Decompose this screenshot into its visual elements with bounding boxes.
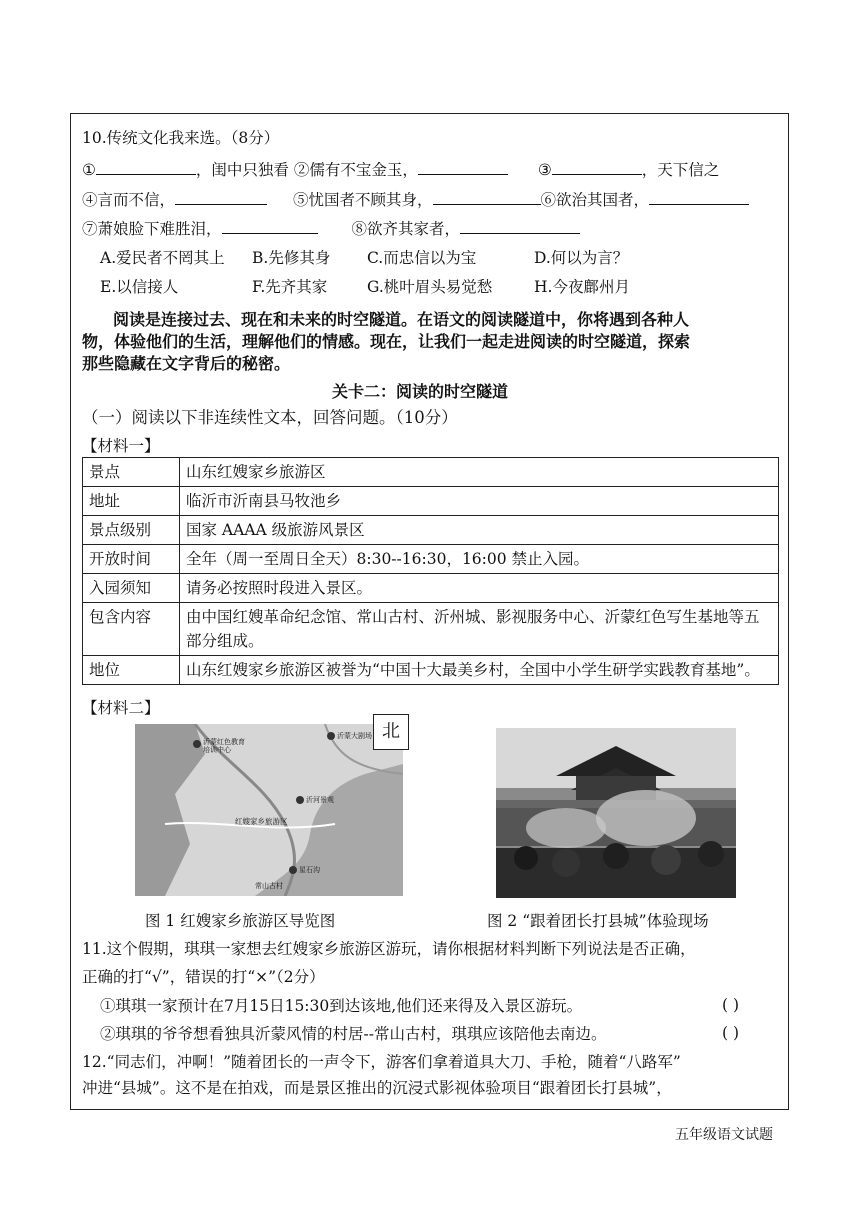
q10-row3 <box>82 219 580 239</box>
row-value: 山东红嫂家乡旅游区 <box>180 458 779 487</box>
material1-label: 【材料一】 <box>82 437 160 455</box>
map-graphic <box>135 724 403 896</box>
section-title: 关卡二：阅读的时空隧道 <box>332 382 509 401</box>
q11-line-2: 正确的打“√”，错误的打“×”（2分） <box>82 968 325 986</box>
table-row <box>83 516 779 545</box>
map-label-text: 培训中心 <box>203 746 231 754</box>
intro-line-3: 那些隐藏在文字背后的秘密。 <box>82 354 291 373</box>
row-value: 临沂市沂南县马牧池乡 <box>180 487 779 516</box>
material2-label: 【材料二】 <box>82 699 160 717</box>
q11-answer-2[interactable]: ( ) <box>722 1024 740 1042</box>
q10-row1-tail: ，天下信之 <box>641 161 720 179</box>
answer-blank-1[interactable] <box>96 160 196 175</box>
q12-line-1: 12.“同志们，冲啊！”随着团长的一声令下，游客们拿着道具大刀、手枪，随着“八路军” <box>82 1053 681 1071</box>
q10-row3-b: ⑧欲齐其家者， <box>351 220 461 238</box>
answer-blank-4[interactable] <box>175 190 267 205</box>
row-value: 山东红嫂家乡旅游区被誉为“中国十大最美乡村，全国中小学生研学实践教育基地”。 <box>180 656 779 685</box>
q10-options-row2 <box>100 277 630 297</box>
q10-row1 <box>82 160 719 180</box>
row-key: 地址 <box>83 487 180 516</box>
q10-options-row1 <box>100 248 628 268</box>
q10-row1-num: ① <box>82 161 96 179</box>
table-row <box>83 603 779 656</box>
intro-line-2: 物，体验他们的生活，理解他们的情感。现在，让我们一起走进阅读的时空隧道，探索 <box>82 332 691 351</box>
row-value: 全年（周一至周日全天）8:30--16:30，16:00 禁止入园。 <box>180 545 779 574</box>
map-label-training-center <box>203 738 245 754</box>
option-a: A.爱民者不罔其上 <box>100 249 225 267</box>
material1-table <box>82 457 779 685</box>
row-key: 开放时间 <box>83 545 180 574</box>
row-value: 请务必按照时段进入景区。 <box>180 574 779 603</box>
map-label-theater: 沂蒙大剧场 <box>337 732 372 740</box>
q11-item-1: ①琪琪一家预计在7月15日15:30到达该地,他们还来得及入景区游玩。 <box>100 997 583 1015</box>
row-key: 包含内容 <box>83 603 180 656</box>
table-row <box>83 487 779 516</box>
option-c: C.而忠信以为宝 <box>367 249 477 267</box>
figure1-caption: 图 1 红嫂家乡旅游区导览图 <box>145 912 336 930</box>
table-row <box>83 656 779 685</box>
photo-graphic <box>496 728 736 898</box>
q10-row2-a: ④言而不信， <box>82 191 176 209</box>
option-e: E.以信接人 <box>100 278 179 296</box>
answer-blank-3[interactable] <box>552 160 642 175</box>
answer-blank-7[interactable] <box>222 219 318 234</box>
row-value: 由中国红嫂革命纪念馆、常山古村、沂州城、影视服务中心、沂蒙红色写生基地等五部分组成。 <box>180 603 779 656</box>
q10-title: 10.传统文化我来选。（8分） <box>82 129 280 147</box>
q11-line-1: 11.这个假期，琪琪一家想去红嫂家乡旅游区游玩，请你根据材料判断下列说法是否正确， <box>82 940 696 958</box>
q10-row1-text: ，闺中只独看 ②儒有不宝金玉， <box>195 161 418 179</box>
answer-blank-8[interactable] <box>460 219 580 234</box>
row-key: 入园须知 <box>83 574 180 603</box>
map-label-tourism-area: 红嫂家乡旅游区 <box>235 817 288 826</box>
answer-blank-6[interactable] <box>649 190 749 205</box>
table-row <box>83 574 779 603</box>
photo-experience-scene <box>496 728 736 898</box>
answer-blank-2[interactable] <box>418 160 508 175</box>
table-row <box>83 545 779 574</box>
option-f: F.先齐其家 <box>252 278 328 296</box>
figure2-caption: 图 2 “跟着团长打县城”体验现场 <box>487 912 709 930</box>
row-key: 景点级别 <box>83 516 180 545</box>
q10-row2-b: ⑤忧国者不顾其身， <box>293 191 433 209</box>
q10-row2 <box>82 190 749 210</box>
page-footer: 五年级语文试题 <box>675 1127 773 1143</box>
map-label-text: 沂蒙红色教育 <box>203 738 245 746</box>
option-d: D.何以为言？ <box>534 249 629 267</box>
q10-row2-c: ⑥欲治其国者， <box>540 191 650 209</box>
row-key: 地位 <box>83 656 180 685</box>
row-value: 国家 AAAA 级旅游风景区 <box>180 516 779 545</box>
option-h: H.今夜鄜州月 <box>534 278 630 296</box>
map-label-xingshigou: 星石沟 <box>299 866 320 874</box>
option-g: G.桃叶眉头易觉愁 <box>367 278 493 296</box>
north-indicator: 北 <box>373 714 409 750</box>
q11-answer-1[interactable]: ( ) <box>722 996 740 1014</box>
option-b: B.先修其身 <box>252 249 331 267</box>
part1-title: （一）阅读以下非连续性文本，回答问题。（10分） <box>82 408 458 427</box>
q10-row1-num3: ③ <box>537 161 552 179</box>
q10-row3-a: ⑦萧娘脸下难胜泪， <box>82 220 222 238</box>
q12-line-2: 冲进“县城”。这不是在拍戏，而是景区推出的沉浸式影视体验项目“跟着团长打县城”， <box>82 1079 672 1097</box>
table-row <box>83 458 779 487</box>
row-key: 景点 <box>83 458 180 487</box>
intro-line-1: 阅读是连接过去、现在和未来的时空隧道。在语文的阅读隧道中，你将遇到各种人 <box>113 310 690 329</box>
map-label-changshan: 常山古村 <box>255 882 283 890</box>
answer-blank-5[interactable] <box>433 190 541 205</box>
map-label-river: 沂河景观 <box>306 796 334 804</box>
tourism-map <box>135 724 403 896</box>
q11-item-2: ②琪琪的爷爷想看独具沂蒙风情的村居--常山古村，琪琪应该陪他去南边。 <box>100 1025 607 1043</box>
